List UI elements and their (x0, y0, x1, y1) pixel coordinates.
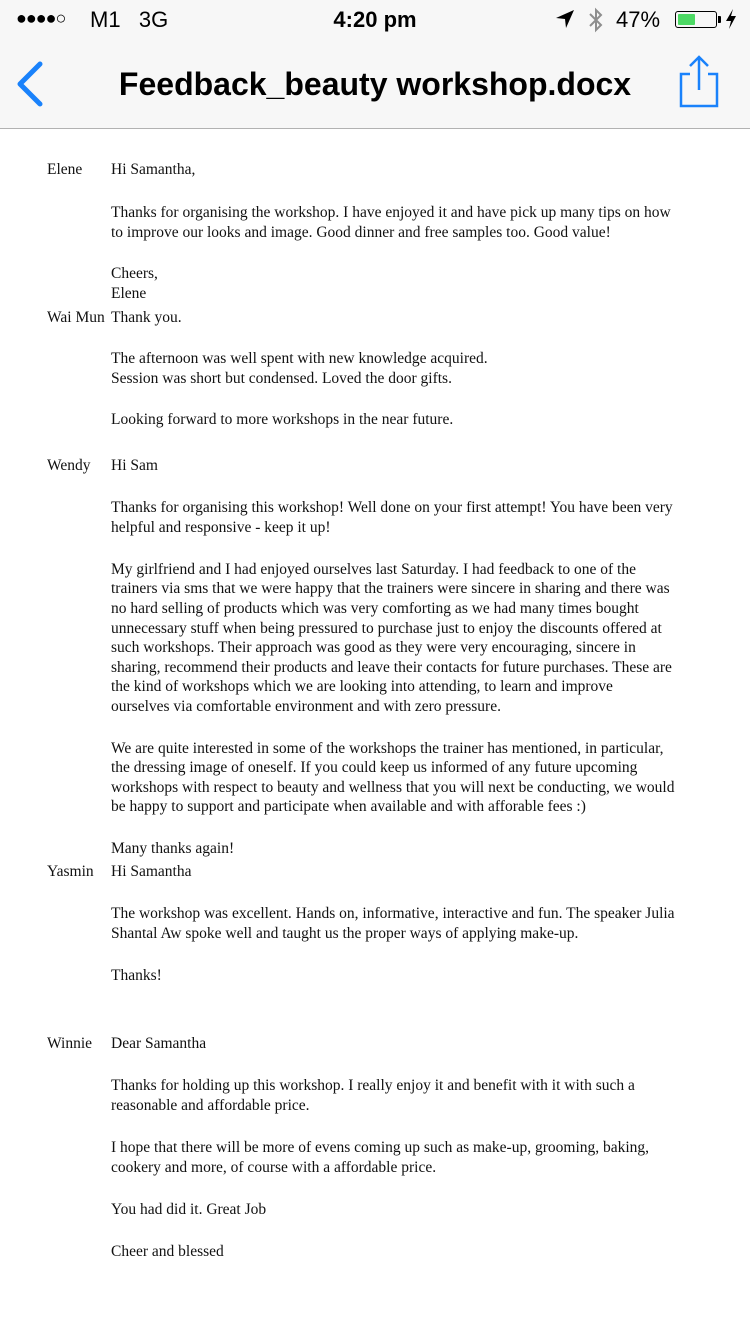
feedback-line: the dressing image of oneself. If you could keep us informed of any future upcoming (111, 759, 638, 776)
status-time: 4:20 pm (333, 7, 417, 32)
battery-level-fill (678, 14, 695, 25)
feedback-line: I hope that there will be more of evens coming up such as make-up, grooming, baking, (111, 1139, 650, 1156)
feedback-line: no hard selling of products which was very comforting as we had many times bought (111, 600, 639, 617)
feedback-line: Shantal Aw spoke well and taught us the proper ways of applying make-up. (111, 925, 579, 942)
feedback-line: Cheer and blessed (111, 1243, 224, 1260)
network-type: 3G (138, 7, 169, 32)
feedback-line: Cheers, (111, 265, 158, 282)
location-arrow-icon (554, 8, 576, 30)
share-icon[interactable] (676, 54, 722, 110)
feedback-line: Thanks for organising the workshop. I have enjoyed it and have pick up many tips on how (111, 204, 671, 221)
bluetooth-icon (586, 6, 606, 34)
feedback-line: The workshop was excellent. Hands on, informative, interactive and fun. The speaker Julia (111, 905, 675, 922)
feedback-line: cookery and more, of course with a affordable price. (111, 1159, 437, 1176)
feedback-line: Looking forward to more workshops in the near future. (111, 411, 454, 428)
charging-bolt-icon (724, 8, 738, 30)
feedback-line: ourselves via comfortable environment and with zero pressure. (111, 698, 501, 715)
carrier-name: M1 (90, 7, 121, 32)
battery-percent: 47% (616, 7, 661, 32)
feedback-line: such workshops. Their approach was good as they were very encouraging, sincere in (111, 639, 636, 656)
chevron-left-icon[interactable] (12, 60, 48, 108)
battery-nub (718, 16, 721, 23)
feedback-line: Thanks! (111, 967, 162, 984)
top-bar (0, 0, 750, 129)
feedback-line: be happy to support and participate when available and with afforable fees :) (111, 798, 586, 815)
signal-strength: ●●●●○ (16, 8, 66, 28)
feedback-line: the kind of workshops which we are looking into attending, to learn and improve (111, 678, 613, 695)
document-body (0, 129, 750, 1334)
feedback-line: Thanks for holding up this workshop. I really enjoy it and benefit with it with such a (111, 1077, 635, 1094)
feedback-line: Thanks for organising this workshop! Well done on your first attempt! You have been very (111, 499, 673, 516)
feedback-line: Many thanks again! (111, 840, 235, 857)
feedback-line: Thank you. (111, 309, 182, 326)
feedback-line: sharing, recommend their products and leave their contacts for future purchases. These are (111, 659, 672, 676)
feedback-line: Hi Samantha, (111, 161, 196, 178)
feedback-line: You had did it. Great Job (111, 1201, 267, 1218)
feedback-line: Hi Sam (111, 457, 158, 474)
feedback-line: The afternoon was well spent with new knowledge acquired. (111, 350, 488, 367)
feedback-line: Elene (111, 285, 147, 302)
document-title: Feedback_beauty workshop.docx (118, 66, 632, 102)
feedback-line: trainers via sms that we were happy that the trainers were sincere in sharing and there was (111, 580, 670, 597)
feedback-line: Session was short but condensed. Loved the door gifts. (111, 370, 452, 387)
feedback-line: We are quite interested in some of the workshops the trainer has mentioned, in particular, (111, 740, 664, 757)
feedback-line: Dear Samantha (111, 1035, 207, 1052)
feedback-line: workshops with respect to beauty and wellness that you will next be conducting, we would (111, 779, 675, 796)
feedback-line: Hi Samantha (111, 863, 192, 880)
feedback-line: helpful and responsive - keep it up! (111, 519, 331, 536)
feedback-author: Wai Mun (47, 309, 105, 326)
feedback-line: reasonable and affordable price. (111, 1097, 310, 1114)
feedback-line: unnecessary stuff when being pressured to purchase just to enjoy the discounts offered at (111, 620, 662, 637)
feedback-author: Winnie (47, 1035, 93, 1052)
feedback-line: to improve our looks and image. Good dinner and free samples too. Good value! (111, 224, 611, 241)
status-bar (0, 0, 750, 40)
feedback-author: Yasmin (47, 863, 94, 880)
feedback-author: Elene (47, 161, 83, 178)
battery-icon (675, 11, 717, 28)
feedback-line: My girlfriend and I had enjoyed ourselves last Saturday. I had feedback to one of the (111, 561, 636, 578)
feedback-author: Wendy (47, 457, 91, 474)
